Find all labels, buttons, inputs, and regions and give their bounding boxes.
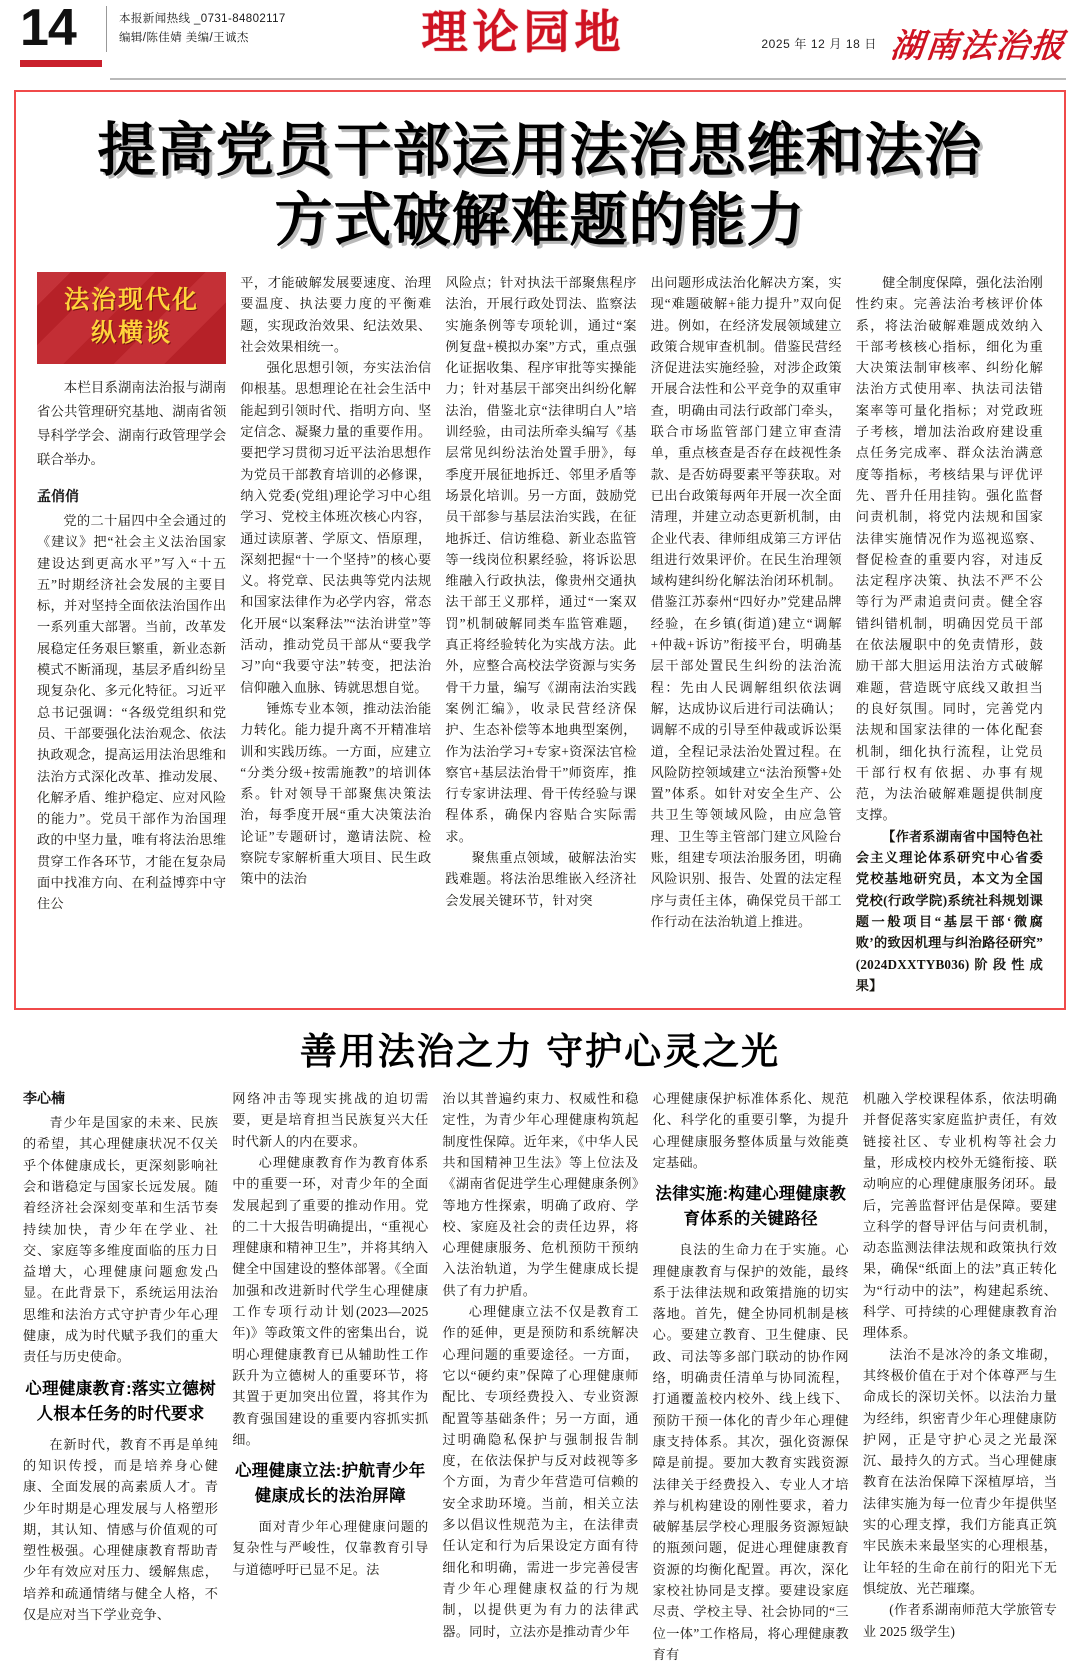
article-one-columns bbox=[30, 272, 1050, 996]
paragraph: 心理健康立法不仅是教育工作的延伸，更是预防和系统解决心理问题的重要途径。一方面，它以“硬约束”保障了心理健康师配比、专项经费投入、专业资源配置等基础条件；另一方面，通过明确隐私保护与强制报告制度，在依法保护与反对歧视等多个方面，为青少年营造可信赖的安全求助环境。当前，相关立法多以倡议性规范为主，在法律责任认定和行为后果设定方面有待细化和明确，需进一步完善侵害青少年心理健康权益的行为规制，以提供更为有力的法律武器。同时，立法亦是推动青少年 bbox=[442, 1304, 639, 1639]
article-two-col2-body-2 bbox=[232, 1516, 428, 1580]
paragraph: 风险点；针对执法干部聚焦程序法治，开展行政处罚法、监察法实施条例等专项轮训，通过“案例复盘+模拟办案”方式，重点强化证据收集、程序审批等实操能力；针对基层干部突出纠纷化解法治，借鉴北京“法律明白人”培训经验，由司法所牵头编写《基层常见纠纷法治处置手册》，每季度开展征地拆迁、邻里矛盾等场景化培训。另一方面，鼓励党员干部参与基层法治实践，在征地拆迁、信访维稳、新业态监管等一线岗位积累经验，将诉讼思维融入行政执法，像贵州交通执法干部王义那样，通过“一案双罚”机制破解同类车监管难题，真正将经验转化为实战方法。此外，应整合高校法学资源与实务骨干力量，编写《湖南法治实践案例汇编》，收录民营经济保护、生态补偿等本地典型案例，作为法治学习+专家+资深法官检察官+基层法治骨干”师资库，推行专家讲法理、骨干传经验与课程体系，确保内容贴合实际需求。 bbox=[445, 275, 637, 844]
headline-line-2: 方式破解难题的能力 bbox=[274, 188, 806, 253]
paragraph: 法治不是冰冷的条文堆砌，其终极价值在于对个体尊严与生命成长的深切关怀。以法治力量为经纬，织密青少年心理健康防护网，正是守护心灵之光最深沉、最持久的方式。当心理健康教育在法治保障下深植厚培，当法律实施为每一位青少年提供坚实的心理支撑，我们方能真正筑牢民族未来最坚实的心理根基，让年轻的生命在前行的阳光下无惧绽放、光芒璀璨。 bbox=[862, 1346, 1058, 1596]
article-two-column-5 bbox=[856, 1088, 1064, 1642]
article-one-col2-body bbox=[240, 272, 431, 890]
paragraph: 在新时代，教育不再是单纯的知识传授，而是培养身心健康、全面发展的高素质人才。青少年时期是心理发展与人格塑形期，其认知、情感与价值观的可塑性极强。心理健康教育帮助青少年有效应对压力、缓解焦虑，培养和疏通情绪与健全人格，不仅是应对当下学业竞争、 bbox=[23, 1436, 219, 1623]
paragraph: 良法的生命力在于实施。心理健康教育与保护的效能，最终系于法律法规和政策措施的切实落地。首先，健全协同机制是核心。要建立教育、卫生健康、民政、司法等多部门联动的协作网络，明确责任清单与协同流程，打通覆盖校内校外、线上线下、预防干预一体化的青少年心理健康支持体系。其次，强化资源保障是前提。要加大教育实践资源法律关于经费投入、专业人才培养与机构建设的刚性要求，着力破解基层学校心理服务资源短缺的瓶颈问题，促进心理健康教育资源的均衡化配置。再次，深化家校社协同是支撑。要建设家庭尽责、学校主导、社会协同的“三位一体”工作格局，将心理健康教育有 bbox=[652, 1242, 849, 1662]
article-two-col1-body bbox=[23, 1112, 218, 1368]
article-two-author: 李心楠 bbox=[23, 1090, 65, 1107]
article-two-column-3 bbox=[435, 1088, 645, 1642]
page-number-block bbox=[14, 0, 106, 67]
article-two-column-4 bbox=[646, 1088, 856, 1665]
article-one-author: 孟俏俏 bbox=[37, 488, 79, 504]
paragraph: 健全制度保障，强化法治刚性约束。完善法治考核评价体系，将法治破解难题成效纳入干部考核核心指标，细化为重大决策法制审核率、纠纷化解法治方式使用率、执法司法错案率等可量化指标；对党政班子考核，增加法治政府建设重点任务完成率、群众法治满意度等指标，考核结果与评优评先、晋升任用挂钩。强化监督问责机制，将党内法规和国家法律实施情况作为巡视巡察、督促检查的重要内容，对违反法定程序决策、执法不严不公等行为严肃追责问责。健全容错纠错机制，明确因党员干部在依法履职中的免责情形，鼓励干部大胆运用法治方式破解难题，营造既守底线又敢担当的良好氛围。同时，完善党内法规和国家法律的一体化配套机制，细化执行流程，让党员干部行权有依据、办事有规范，为法治破解难题提供制度支撑。 bbox=[855, 275, 1044, 823]
article-one-col5-body bbox=[856, 272, 1043, 996]
article-two-subhead-2: 心理健康立法:护航青少年健康成长的法治屏障 bbox=[235, 1462, 426, 1506]
paragraph: 治以其普遍约束力、权威性和稳定性，为青少年心理健康构筑起制度性保障。近年来，《中华人民共和国精神卫生法》等上位法及《湖南省促进学生心理健康条例》等地方性探索，明确了政府、学校、家庭及社会的责任边界，将心理健康服务、危机预防干预纳入法治轨道，为学生健康成长提供了有力护盾。 bbox=[442, 1091, 639, 1298]
newspaper-nameplate: 湖南法治报 bbox=[888, 29, 1068, 65]
paragraph: 党的二十届四中全会通过的《建议》把“社会主义法治国家建设达到更高水平”写入“十五五”时期经济社会发展的主要目标，并对坚持全面依法治国作出一系列重大部署。当前，改革发展稳定任务艰巨繁重，新业态新模式不断涌现，基层矛盾纠纷呈现复杂化、多元化特征。习近平总书记强调：“各级党组织和党员、干部要强化法治观念、依法执政观念，提高运用法治思维和法治方式深化改革、推动发展、化解矛盾、维护稳定、应对风险的能力”。党员干部作为治国理政的中坚力量，唯有将法治思维贯穿工作各环节，才能在复杂局面中找准方向、在利益博弈中守住公 bbox=[37, 513, 227, 912]
article-two-col3-body bbox=[442, 1088, 638, 1642]
paragraph: 平，才能破解发展要速度、治理要温度、执法要力度的平衡难题，实现政治效果、纪法效果、社会效果相统一。 bbox=[240, 275, 432, 354]
paragraph: 心理健康保护标准体系化、规范化、科学化的重要引擎，为提升心理健康服务整体质量与效能奠定基础。 bbox=[652, 1091, 849, 1170]
paragraph: 面对青少年心理健康问题的复杂性与严峻性，仅靠教育引导与道德呼吁已显不足。法 bbox=[232, 1519, 429, 1577]
page-number: 14 bbox=[20, 0, 76, 57]
article-one-column-3 bbox=[438, 272, 643, 911]
article-one bbox=[14, 90, 1066, 1010]
editor-credits: 编辑/陈佳婧 美编/王诚杰 bbox=[119, 32, 249, 44]
article-two-subhead-1: 心理健康教育:落实立德树人根本任务的时代要求 bbox=[25, 1379, 216, 1423]
headline-line-1: 提高党员干部运用法治思维和法治 bbox=[97, 118, 983, 183]
article-one-headline bbox=[30, 108, 1050, 272]
article-two bbox=[14, 1018, 1066, 1665]
hotline-block bbox=[119, 0, 286, 48]
header-divider bbox=[106, 6, 107, 52]
article-one-col1-body bbox=[37, 510, 226, 915]
article-two-subhead-3: 法律实施:构建心理健康教育体系的关键路径 bbox=[655, 1185, 847, 1229]
article-one-column-4 bbox=[644, 272, 849, 932]
header-right-block bbox=[761, 0, 1066, 67]
paragraph: 青少年是国家的未来、民族的希望，其心理健康状况不仅关乎个体健康成长，更深刻影响社会和谐稳定与国家长远发展。随着经济社会深刻变革和生活节奏持续加快，青少年在学业、社交、家庭等多维度面临的压力日益增大，心理健康问题愈发凸显。在此背景下，系统运用法治思维和法治方式守护青少年心理健康，成为时代赋予我们的重大责任与历史使命。 bbox=[23, 1115, 219, 1365]
page-masthead bbox=[14, 0, 1066, 78]
paragraph: 聚焦重点领域，破解法治实践难题。将法治思维嵌入经济社会发展关键环节，针对突 bbox=[445, 850, 637, 908]
banner-line-1: 法治现代化 bbox=[64, 286, 200, 314]
article-two-col4-body-2 bbox=[653, 1239, 849, 1665]
news-hotline: 本报新闻热线 _0731-84802117 bbox=[119, 13, 286, 25]
banner-note: 本栏目系湖南法治报与湖南省公共管理研究基地、湖南省领导科学学会、湖南行政管理学会联合举办。 bbox=[37, 380, 227, 467]
article-two-author-credit: (作者系湖南师范大学旅管专业 2025 级学生) bbox=[862, 1602, 1058, 1639]
paragraph: 强化思想引领，夯实法治信仰根基。思想理论在社会生活中能起到引领时代、指明方向、坚定信念、凝聚力量的重要作用。要把学习贯彻习近平法治思想作为党员干部教育培训的必修课，纳入党委(党组)理论学习中心组学习、党校主体班次核心内容，通过读原著、学原文、悟原理，深刻把握“十一个坚持”的核心要义。将党章、民法典等党内法规和国家法律作为必学内容，常态化开展“以案释法”“法治讲堂”等活动，推动党员干部从“要我学习”向“我要守法”转变，把法治信仰融入血脉、铸就思想自觉。 bbox=[240, 360, 432, 695]
article-two-col2-body bbox=[232, 1088, 428, 1450]
article-one-col3-body bbox=[445, 272, 636, 911]
article-two-headline: 善用法治之力 守护心灵之光 bbox=[299, 1031, 781, 1073]
article-two-col4-body bbox=[653, 1088, 849, 1173]
article-one-author-credit: 【作者系湖南省中国特色社会主义理论体系研究中心省委党校基地研究员，本文为全国党校(行政学院)系统社科规划课题一般项目“基层干部‘微腐败’的致因机理与纠治路径研究”(2024DXXTYB036)阶段性成果】 bbox=[855, 828, 1044, 993]
article-one-col4-body bbox=[651, 272, 842, 932]
article-one-column-5 bbox=[849, 272, 1050, 996]
article-one-column-2 bbox=[233, 272, 438, 890]
article-two-columns bbox=[14, 1088, 1066, 1665]
article-two-column-1 bbox=[16, 1088, 225, 1625]
article-two-column-2 bbox=[225, 1088, 435, 1580]
banner-line-2: 纵横谈 bbox=[91, 319, 173, 347]
paragraph: 心理健康教育作为教育体系中的重要一环，对青少年的全面发展起到了重要的推动作用。党的二十大报告明确提出，“重视心理健康和精神卫生”，并将其纳入健全中国建设的整体部署。《全面加强和改进新时代学生心理健康工作专项行动计划(2023—2025 年)》等政策文件的密集出台，说明心理健康教育已从辅助性工作跃升为立德树人的重要环节，将其置于更加突出位置，将其作为教育强国建设的重要内容抓实抓细。 bbox=[232, 1154, 429, 1447]
article-two-col5-body bbox=[863, 1088, 1057, 1642]
paragraph: 网络冲击等现实挑战的迫切需要，更是培育担当民族复兴大任时代新人的内在要求。 bbox=[232, 1091, 429, 1149]
section-title: 理论园地 bbox=[421, 7, 626, 58]
paragraph: 锤炼专业本领，推动法治能力转化。能力提升离不开精准培训和实践历练。一方面，应建立“分类分级+按需施教”的培训体系。针对领导干部聚焦决策法治，每季度开展“重大决策法治论证”专题研讨，邀请法院、检察院专家解析重大项目、民生政策中的法治 bbox=[240, 700, 432, 887]
paragraph: 机融入学校课程体系，依法明确并督促落实家庭监护责任，有效链接社区、专业机构等社会力量，形成校内校外无缝衔接、联动响应的心理健康服务闭环。最后，完善监督评估是保障。要建立科学的督导评估与问责机制，动态监测法律法规和政策执行效果，确保“纸面上的法”真正转化为“行动中的法”，构建起系统、科学、可持续的心理健康教育治理体系。 bbox=[862, 1091, 1058, 1341]
header-rule bbox=[110, 78, 1066, 80]
article-two-col1-body-2 bbox=[23, 1434, 218, 1626]
column-banner-box bbox=[37, 272, 226, 364]
page-number-rule bbox=[20, 60, 102, 67]
publication-date: 2025 年 12 月 18 日 bbox=[761, 37, 877, 51]
article-one-column-1 bbox=[30, 272, 233, 915]
paragraph: 出问题形成法治化解决方案，实现“难题破解+能力提升”双向促进。例如，在经济发展领域建立政策合规审查机制。借鉴民营经济促进法实施经验，对涉企政策开展合法性和公平竞争的双重审查，明确由司法行政部门牵头，联合市场监管部门建立审查清单，重点核查是否存在歧视性条款、是否妨碍要素平等获取。对已出台政策每两年开展一次全面清理，并建立动态更新机制，由企业代表、律师组成第三方评估组进行效果评价。在民生治理领域构建纠纷化解法治闭环机制。借鉴江苏泰州“四好办”党建品牌经验，在乡镇(街道)建立“调解+仲裁+诉访”衔接平台，明确基层干部处置民生纠纷的法治流程：先由人民调解组织依法调解，达成协议后进行司法确认；调解不成的引导至仲裁或诉讼渠道，全程记录法治处置过程。在风险防控领域建立“法治预警+处置”体系。如针对安全生产、公共卫生等领域风险，由应急管理、卫生等主管部门建立风险台账，组建专项法治服务团，明确风险识别、报告、处置的法定程序与责任主体，确保党员干部工作行动在法治轨道上推进。 bbox=[650, 275, 842, 929]
